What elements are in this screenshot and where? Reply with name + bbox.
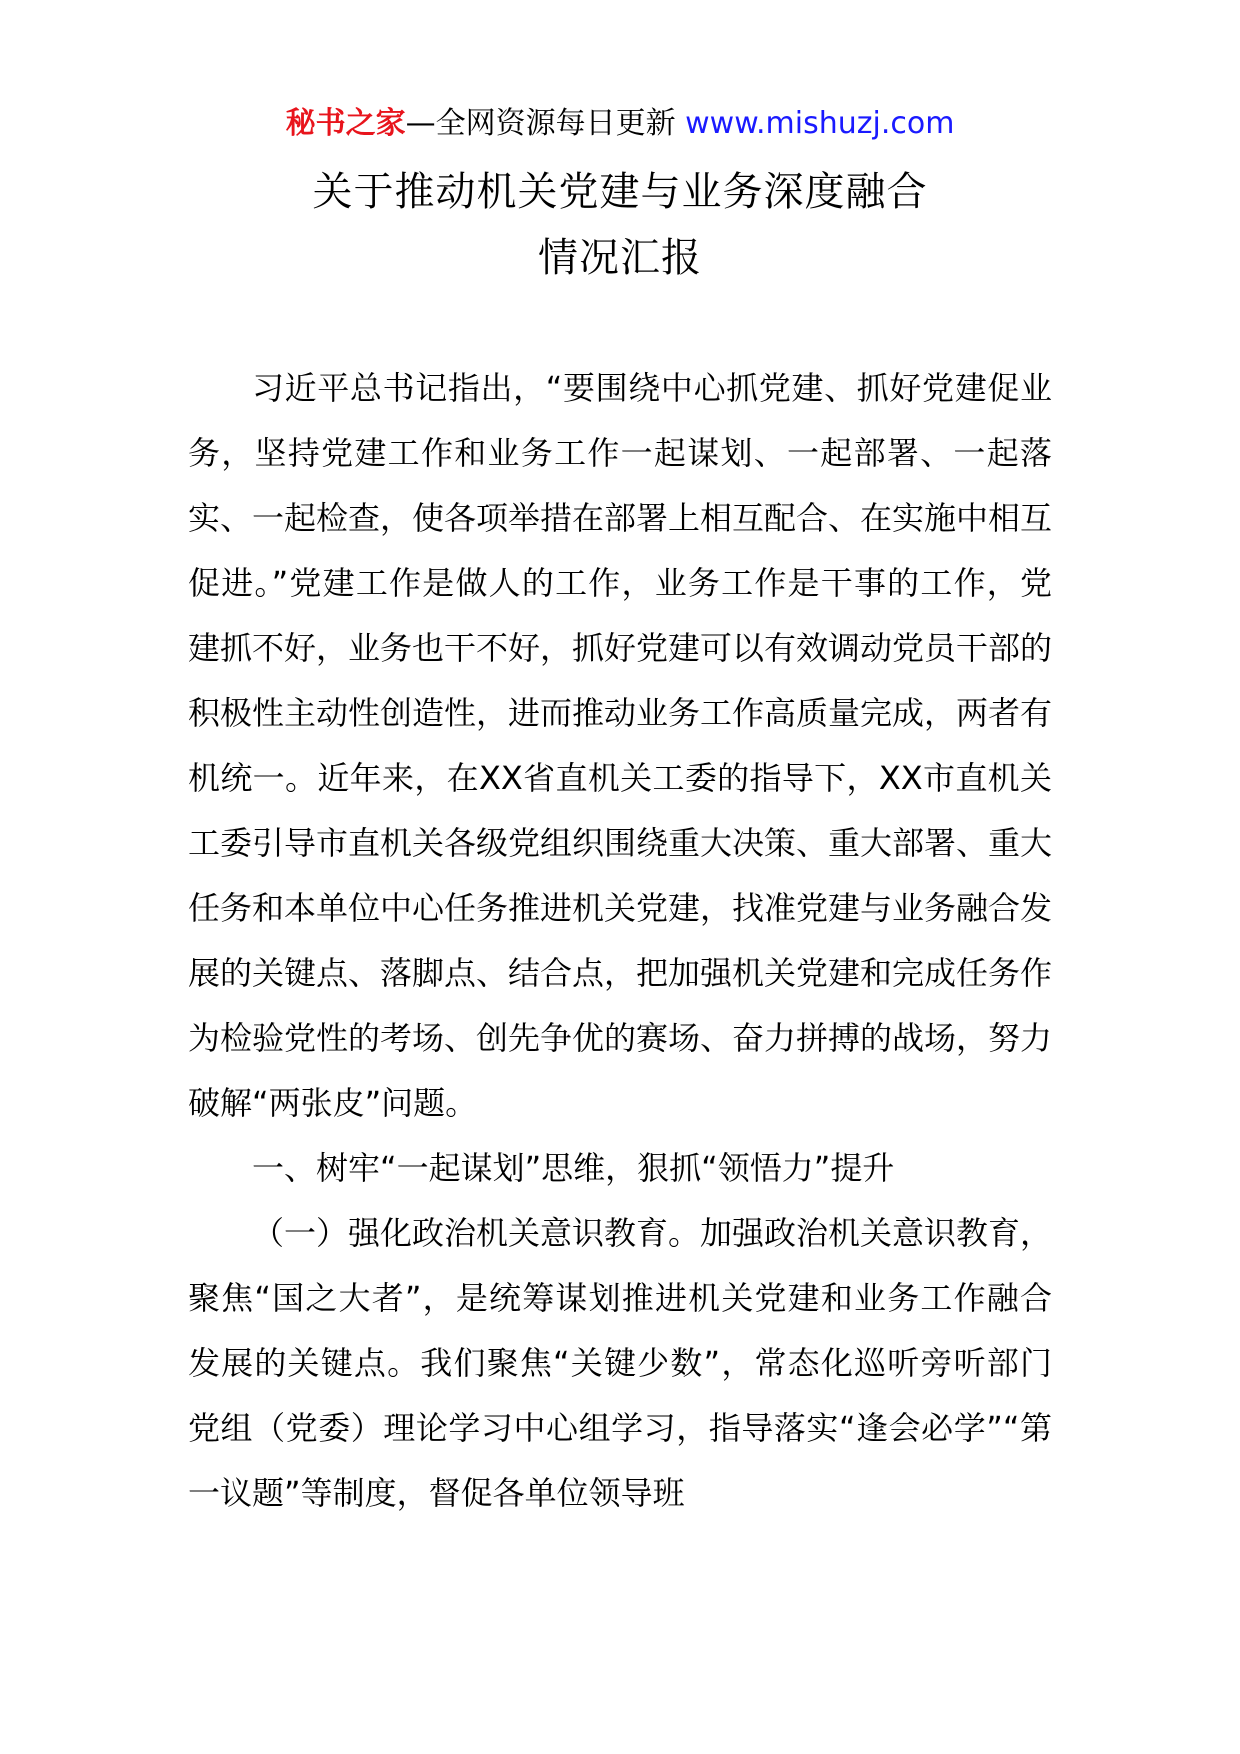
intro-paragraph: 习近平总书记指出，“要围绕中心抓党建、抓好党建促业务，坚持党建工作和业务工作一起谋划、一起部署、一起落实、一起检查，使各项举措在部署上相互配合、在实施中相互促进。”党建工作是做人的工作，业务工作是干事的工作，党建抓不好，业务也干不好，抓好党建可以有效调动党员干部的积极性主动性创造性，进而推动业务工作高质量完成，两者有机统一。近年来，在XX省直机关工委的指导下，XX市直机关工委引导市直机关各级党组织围绕重大决策、重大部署、重大任务和本单位中心任务推进机关党建，找准党建与业务融合发展的关键点、落脚点、结合点，把加强机关党建和完成任务作为检验党性的考场、创先争优的赛场、奋力拼搏的战场，努力破解“两张皮”问题。: [188, 369, 1053, 1122]
subsection-paragraph-1: （一）强化政治机关意识教育。加强政治机关意识教育，聚焦“国之大者”，是统筹谋划推进机关党建和业务工作融合发展的关键点。我们聚焦“关键少数”，常态化巡听旁听部门党组（党委）理论学习中心组学习，指导落实“逢会必学”“第一议题”等制度，督促各单位领导班: [188, 1214, 1053, 1512]
site-header: [0, 100, 1240, 148]
section-heading-1: 一、树牢“一起谋划”思维，狠抓“领悟力”提升: [252, 1149, 895, 1187]
document-title-line-1: 关于推动机关党建与业务深度融合: [312, 169, 928, 215]
site-brand: 秘书之家: [285, 106, 406, 141]
document-title-line-2: 情况汇报: [538, 235, 702, 281]
site-tagline: —全网资源每日更新: [405, 106, 686, 141]
site-url-link[interactable]: www.mishuzj.com: [685, 106, 955, 141]
document-body: [188, 356, 1052, 1526]
